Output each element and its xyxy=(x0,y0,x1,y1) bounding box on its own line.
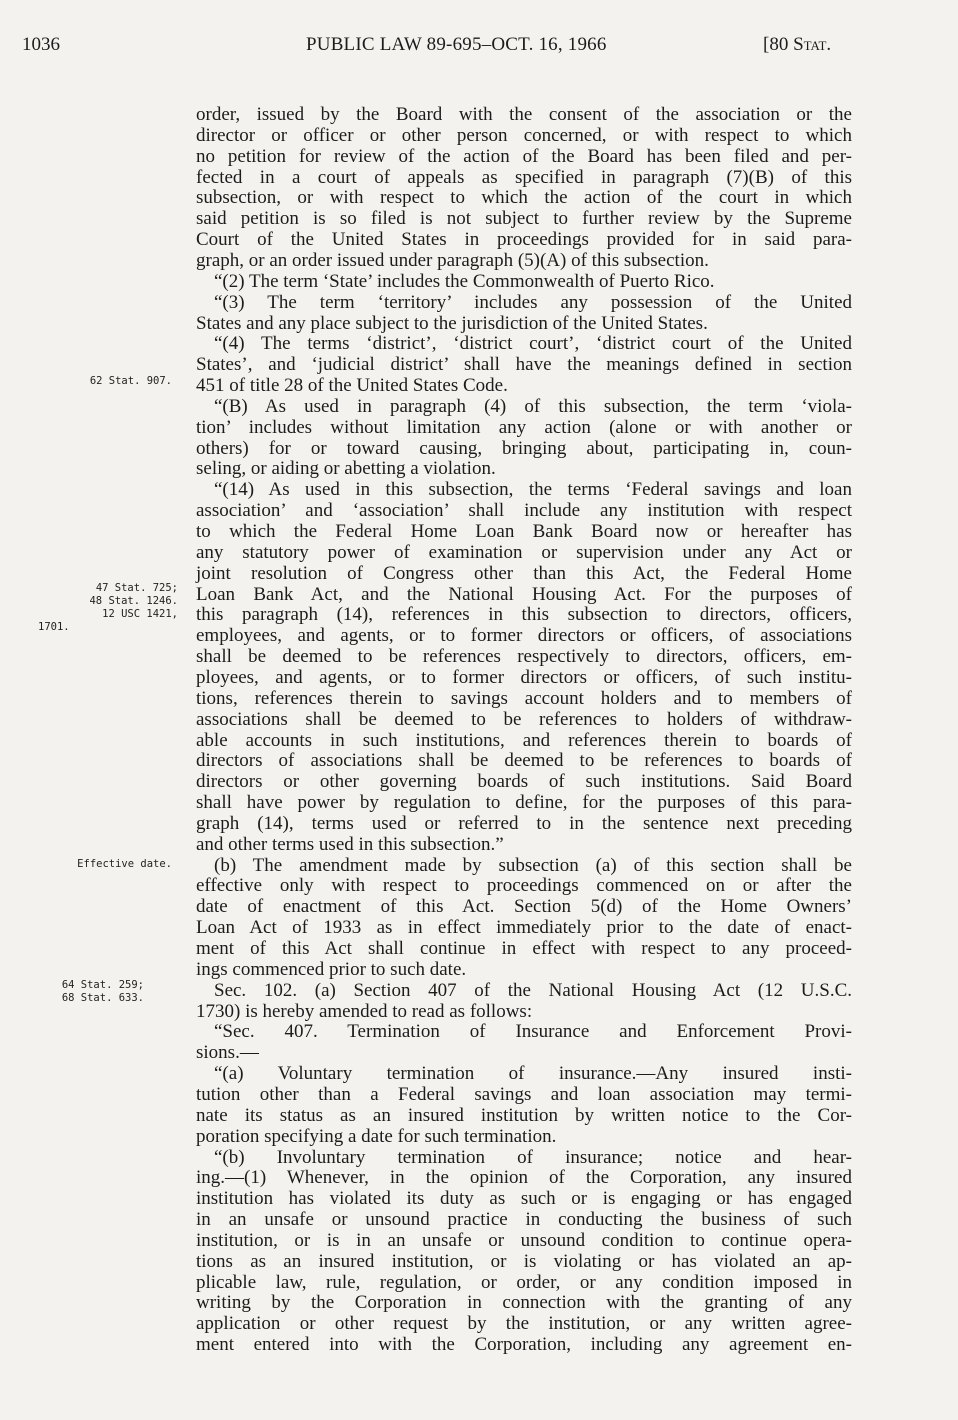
text-line: directors or other governing boards of such institutions. Said Board xyxy=(196,771,852,793)
text-line: tions, references therein to savings account holders and to members of xyxy=(196,687,852,709)
text-line: subsection, or with respect to which the action of the court in which xyxy=(196,187,852,209)
margin-note-line: 68 Stat. 633. xyxy=(61,992,144,1004)
running-title: PUBLIC LAW 89-695–OCT. 16, 1966 xyxy=(306,34,607,55)
text-line: 1730) is hereby amended to read as follows: xyxy=(196,1000,533,1022)
text-line: association’ and ‘association’ shall include any institution with respect xyxy=(196,500,852,522)
margin-note-line: 12 USC 1421, xyxy=(102,608,178,620)
text-line: graph, or an order issued under paragraph (5)(A) of this subsection. xyxy=(196,249,709,271)
page-number: 1036 xyxy=(22,34,60,55)
text-line: ing.—(1) Whenever, in the opinion of the Corporation, any insured xyxy=(196,1167,852,1189)
text-line: associations shall be deemed to be references to holders of withdraw- xyxy=(196,708,852,730)
text-line: tion’ includes without limitation any action (alone or with another or xyxy=(196,416,852,438)
margin-note-line: 1701. xyxy=(38,621,70,633)
text-line: nate its status as an insured institution by written notice to the Cor- xyxy=(196,1104,852,1126)
statute-volume: [80 Stat. xyxy=(763,34,832,55)
text-line: no petition for review of the action of the Board has been filed and per- xyxy=(196,145,852,167)
text-line: 451 of title 28 of the United States Code. xyxy=(196,375,508,397)
text-line: application or other request by the institution, or any written agree- xyxy=(196,1313,852,1335)
text-line: plicable law, rule, regulation, or order, or any condition imposed in xyxy=(196,1271,852,1293)
margin-note-citation: 62 Stat. 907. xyxy=(89,375,172,387)
text-line: sions.— xyxy=(196,1042,259,1064)
text-line: ings commenced prior to such date. xyxy=(196,958,467,980)
text-line: any statutory power of examination or supervision under any Act or xyxy=(196,541,852,563)
text-line: Sec. 102. (a) Section 407 of the National Housing Act (12 U.S.C. xyxy=(214,979,852,1001)
text-line: directors of associations shall be deemed to be references to boards of xyxy=(196,750,852,772)
text-line: effective only with respect to proceedings commenced on or after the xyxy=(196,875,852,897)
text-line: date of enactment of this Act. Section 5(d) of the Home Owners’ xyxy=(196,896,852,918)
text-line: ment of this Act shall continue in effect with respect to any proceed- xyxy=(196,938,852,959)
text-line: tions as an insured institution, or is violating or has violated an ap- xyxy=(196,1250,852,1272)
text-line: “(3) The term ‘territory’ includes any possession of the United xyxy=(214,291,852,313)
text-line: graph (14), terms used or referred to in the sentence next preceding xyxy=(196,812,852,834)
text-line: poration specifying a date for such termination. xyxy=(196,1125,557,1147)
text-line: “(14) As used in this subsection, the terms ‘Federal savings and loan xyxy=(214,479,852,501)
margin-note-citations-2 xyxy=(14,979,144,1005)
text-line: “(4) The terms ‘district’, ‘district court’, ‘district court of the United xyxy=(214,333,852,355)
text-line: employees, and agents, or to former directors or officers, of associations xyxy=(196,625,852,647)
margin-note-citations xyxy=(38,582,178,634)
text-line: “(B) As used in paragraph (4) of this subsection, the term ‘viola- xyxy=(214,395,852,417)
text-line: joint resolution of Congress other than this Act, the Federal Home xyxy=(196,562,852,584)
text-line: fected in a court of appeals as specified in paragraph (7)(B) of this xyxy=(196,166,852,188)
text-line: Loan Act of 1933 as in effect immediately prior to the date of enact- xyxy=(196,917,852,939)
text-line: ployees, and agents, or to former directors or officers, of such institu- xyxy=(196,666,852,688)
text-line: Loan Bank Act, and the National Housing Act. For the purposes of xyxy=(196,583,852,605)
margin-note-line: 64 Stat. 259; xyxy=(61,979,144,991)
text-line: tution other than a Federal savings and loan association may termi- xyxy=(196,1083,852,1105)
text-line: “(a) Voluntary termination of insurance.—Any insured insti- xyxy=(214,1063,852,1085)
text-line: States and any place subject to the jurisdiction of the United States. xyxy=(196,312,708,334)
margin-note-effective-date: Effective date. xyxy=(77,858,172,870)
text-line: shall have power by regulation to define, for the purposes of this para- xyxy=(196,792,852,814)
text-line: director or officer or other person concerned, or with respect to which xyxy=(196,124,852,146)
text-line: this paragraph (14), references in this subsection to directors, officers, xyxy=(196,604,852,626)
text-line: and other terms used in this subsection.” xyxy=(196,833,504,855)
text-line: ment entered into with the Corporation, including any agreement en- xyxy=(196,1334,852,1356)
text-line: institution has violated its duty as such or is engaging or has engaged xyxy=(196,1188,852,1210)
margin-note-line: 47 Stat. 725; xyxy=(95,582,178,594)
text-line: seling, or aiding or abetting a violation. xyxy=(196,458,496,480)
text-line: “(b) Involuntary termination of insurance; notice and hear- xyxy=(214,1146,852,1168)
text-line: shall be deemed to be references respectively to directors, officers, em- xyxy=(196,646,852,668)
text-line: writing by the Corporation in connection with the granting of any xyxy=(196,1292,852,1314)
text-line: institution, or is in an unsafe or unsound condition to continue opera- xyxy=(196,1229,852,1251)
text-line: order, issued by the Board with the consent of the association or the xyxy=(196,104,852,125)
text-line: to which the Federal Home Loan Bank Board now or hereafter has xyxy=(196,521,852,542)
text-line: States’, and ‘judicial district’ shall have the meanings defined in section xyxy=(196,354,852,376)
text-line: Court of the United States in proceedings provided for in said para- xyxy=(196,229,852,251)
text-line: said petition is so filed is not subject to further review by the Supreme xyxy=(196,208,852,230)
text-line: (b) The amendment made by subsection (a) of this section shall be xyxy=(214,854,852,876)
margin-note-line: 48 Stat. 1246. xyxy=(89,595,178,607)
text-line: able accounts in such institutions, and references therein to boards of xyxy=(196,729,852,751)
text-line: “(2) The term ‘State’ includes the Commonwealth of Puerto Rico. xyxy=(214,270,715,292)
text-line: others) for or toward causing, bringing about, participating in, coun- xyxy=(196,437,852,459)
text-line: “Sec. 407. Termination of Insurance and Enforcement Provi- xyxy=(214,1021,852,1043)
text-line: in an unsafe or unsound practice in conducting the business of such xyxy=(196,1209,852,1231)
